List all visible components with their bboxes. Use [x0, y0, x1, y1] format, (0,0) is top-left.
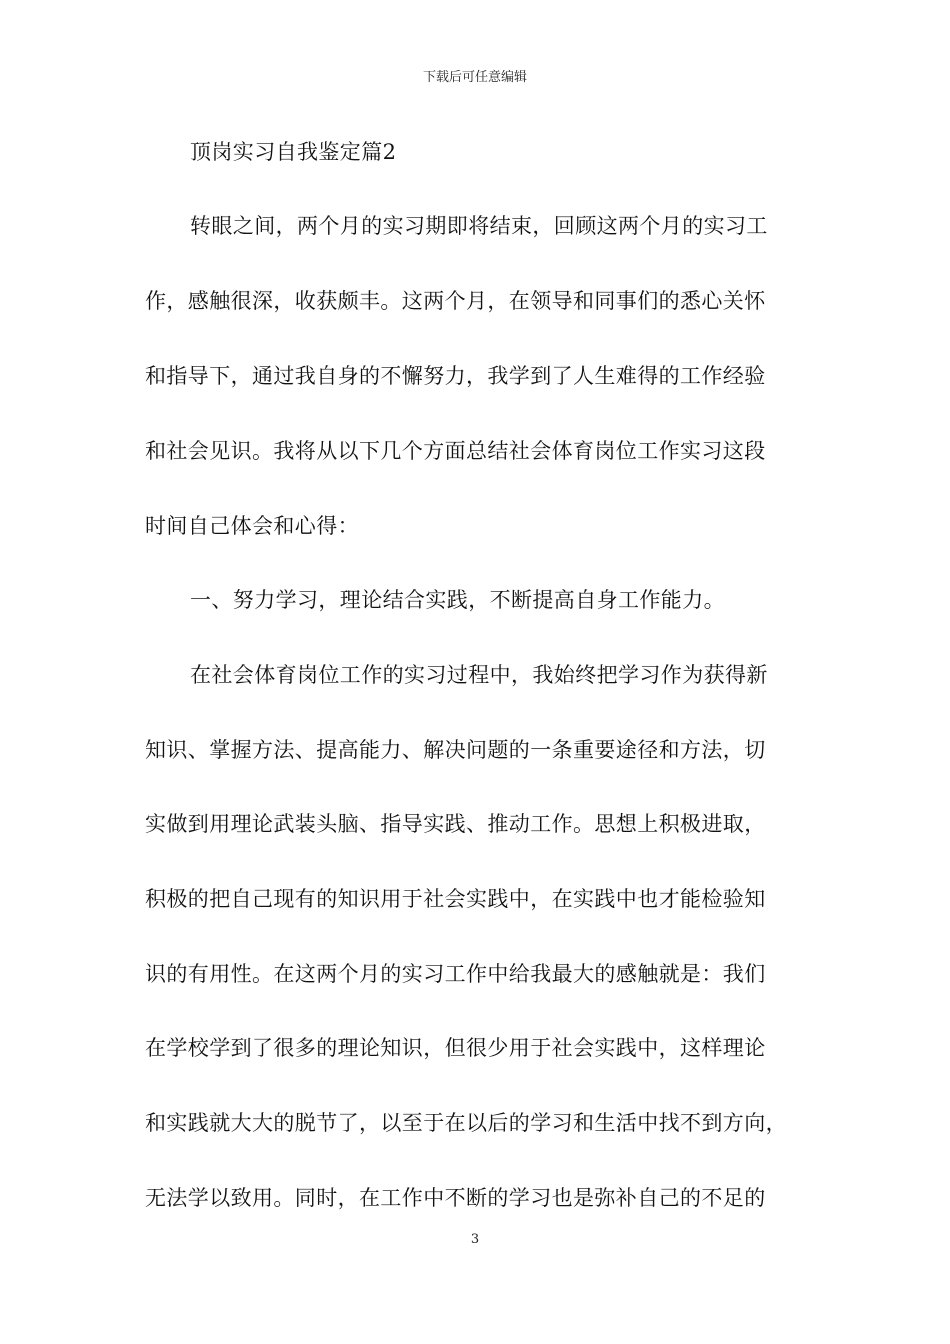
paragraph-line: 和实践就大大的脱节了，以至于在以后的学习和生活中找不到方向，: [145, 1111, 787, 1135]
paragraph-line: 时间自己体会和心得：: [145, 514, 359, 538]
paragraph-line: 无法学以致用。同时，在工作中不断的学习也是弥补自己的不足的: [145, 1186, 766, 1210]
paragraph-line: 在学校学到了很多的理论知识，但很少用于社会实践中，这样理论: [145, 1036, 766, 1060]
paragraph-line: 在社会体育岗位工作的实习过程中，我始终把学习作为获得新: [190, 663, 768, 687]
paragraph-line: 积极的把自己现有的知识用于社会实践中，在实践中也才能检验知: [145, 887, 766, 911]
paragraph-line: 和指导下，通过我自身的不懈努力，我学到了人生难得的工作经验: [145, 364, 766, 388]
section-heading: 一、努力学习，理论结合实践，不断提高自身工作能力。: [190, 588, 725, 612]
paragraph-line: 和社会见识。我将从以下几个方面总结社会体育岗位工作实习这段: [145, 439, 766, 463]
paragraph-line: 实做到用理论武装头脑、指导实践、推动工作。思想上积极进取，: [145, 812, 766, 836]
document-title: 顶岗实习自我鉴定篇2: [190, 140, 397, 164]
page-header: 下载后可任意编辑: [422, 70, 527, 85]
paragraph-line: 作，感触很深，收获颇丰。这两个月，在领导和同事们的悉心关怀: [145, 289, 766, 313]
paragraph-line: 识的有用性。在这两个月的实习工作中给我最大的感触就是：我们: [145, 962, 766, 986]
paragraph-line: 转眼之间，两个月的实习期即将结束，回顾这两个月的实习工: [190, 214, 768, 238]
paragraph-line: 知识、掌握方法、提高能力、解决问题的一条重要途径和方法，切: [145, 738, 766, 762]
page-number: 3: [470, 1232, 480, 1247]
